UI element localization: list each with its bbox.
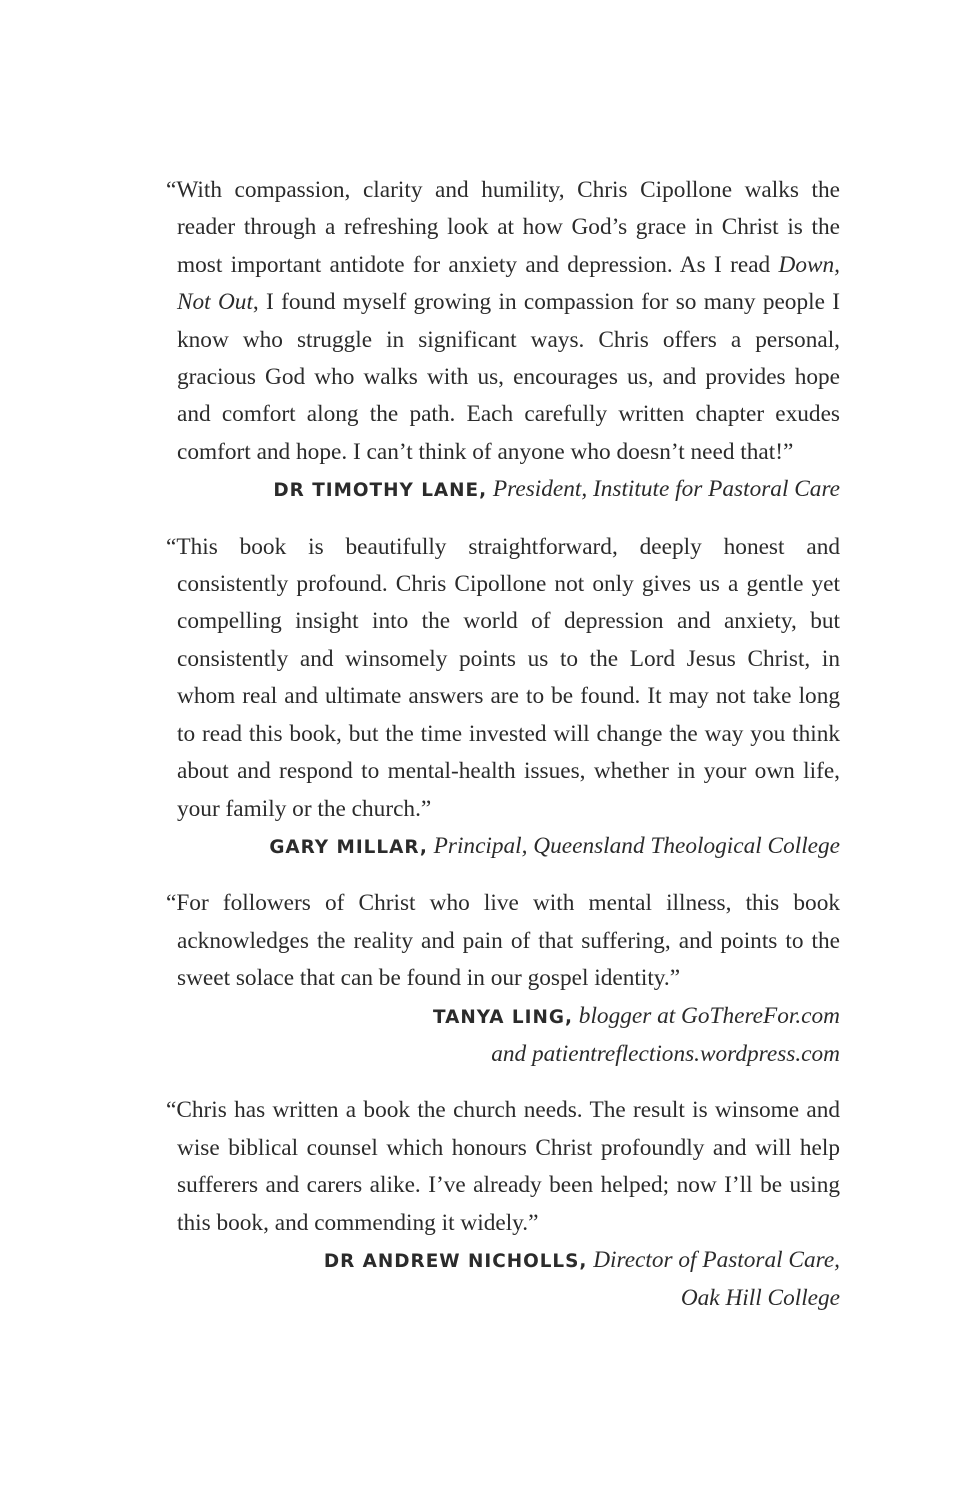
endorser-role-continued: and patientreflections.wordpress.com (491, 1040, 840, 1067)
endorsement-timothy-lane (166, 172, 840, 510)
endorser-role: Principal, Queensland Theological College (433, 832, 840, 859)
endorsement-attribution (166, 1242, 840, 1318)
endorsement-andrew-nicholls (166, 1092, 840, 1317)
endorsement-gary-millar (166, 529, 840, 867)
endorsement-tanya-ling (166, 885, 840, 1073)
endorser-name: TANYA LING, (433, 1006, 573, 1028)
endorser-role: Director of Pastoral Care, (593, 1246, 840, 1273)
endorsement-quote (166, 172, 840, 471)
endorsement-quote: “This book is beautifully straightforward, deeply honest and consistently profound. Chris Cipollone not only gives us a gentle yet compelling insight into the world of depression and anxiety, but consistently and winsomely points us to the Lord Jesus Christ, in whom real and ultimate answers are to be found. It may not take long to read this book, but the time invested will change the way you think about and respond to mental-health issues, whether in your own life, your family or the church.” (166, 533, 840, 822)
quote-text: “With compassion, clarity and humility, Chris Cipollone walks the reader through a refreshing look at how God’s grace in Christ is the most important antidote for anxiety and depression. As I read (166, 177, 840, 278)
book-title: Down, Not Out (177, 251, 840, 316)
endorsement-attribution (166, 998, 840, 1074)
endorser-name: GARY MILLAR, (269, 836, 428, 858)
endorser-role: blogger at GoThereFor.com (578, 1002, 840, 1029)
endorsement-quote: “For followers of Christ who live with mental illness, this book acknowledges the reality and pain of that suffering, and points to the sweet solace that can be found in our gospel identity.” (166, 890, 840, 992)
quote-text-continued: , I found myself growing in compassion for so many people I know who struggle in significant ways. Chris offers a personal, gracious God who walks with us, encourages us, and provides hope and comfort along the path. Each carefully written chapter exudes comfort and hope. I can’t think of anyone who doesn’t need that!” (177, 289, 840, 465)
endorser-role: President, Institute for Pastoral Care (492, 476, 840, 503)
endorser-role-continued: Oak Hill College (680, 1285, 840, 1312)
endorser-name: DR TIMOTHY LANE, (273, 480, 488, 502)
endorsement-attribution (166, 471, 840, 509)
endorsement-attribution (166, 828, 840, 866)
endorser-name: DR ANDREW NICHOLLS, (323, 1250, 588, 1272)
endorsement-quote: “Chris has written a book the church needs. The result is winsome and wise biblical counsel which honours Christ profoundly and will help sufferers and carers alike. I’ve already been helped; now I’ll be using this book, and commending it widely.” (166, 1097, 840, 1236)
endorsements-page (166, 172, 840, 1337)
